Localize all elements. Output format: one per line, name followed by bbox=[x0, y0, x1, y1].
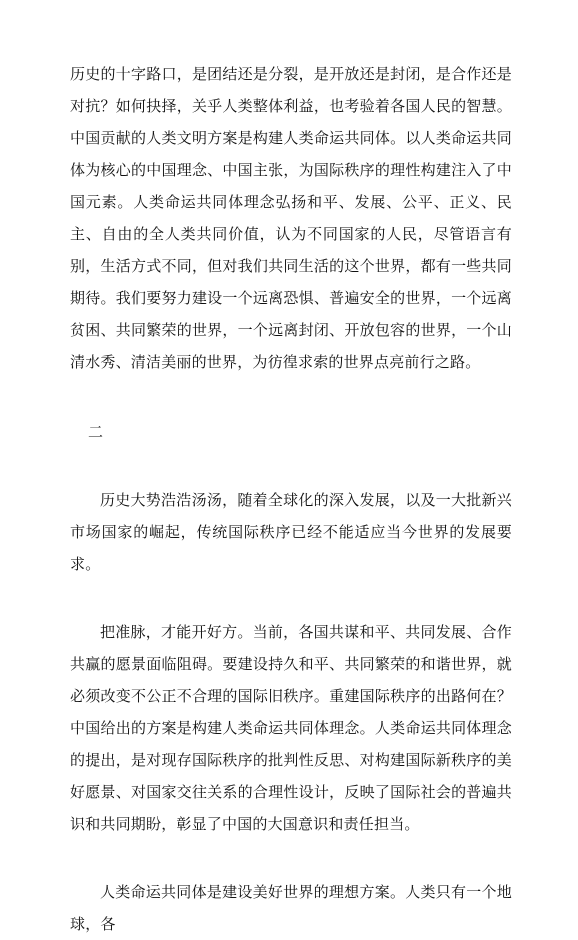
paragraph-historical-trend: 历史大势浩浩汤汤，随着全球化的深入发展，以及一大批新兴市场国家的崛起，传统国际秩序已经不能适应当今世界的发展要求。 bbox=[70, 491, 512, 573]
section-heading: 二 bbox=[88, 423, 104, 441]
paragraph-ideal-plan: 人类命运共同体是建设美好世界的理想方案。人类只有一个地球，各 bbox=[70, 883, 512, 933]
paragraph-continuation: 历史的十字路口，是团结还是分裂，是开放还是封闭，是合作还是对抗？如何抉择，关乎人类整体利益，也考验着各国人民的智慧。中国贡献的人类文明方案是构建人类命运共同体。以人类命运共同体为核心的中国理念、中国主张，为国际秩序的理性构建注入了中国元素。人类命运共同体理念弘扬和平、发展、公平、正义、民主、自由的全人类共同价值，认为不同国家的人民，尽管语言有别，生活方式不同，但对我们共同生活的这个世界，都有一些共同期待。我们要努力建设一个远离恐惧、普遍安全的世界，一个远离贫困、共同繁荣的世界，一个远离封闭、开放包容的世界，一个山清水秀、清洁美丽的世界，为彷徨求索的世界点亮前行之路。 bbox=[70, 65, 512, 371]
paragraph-diagnosis: 把准脉，才能开好方。当前，各国共谋和平、共同发展、合作共赢的愿景面临阻碍。要建设持久和平、共同繁荣的和谐世界，就必须改变不公正不合理的国际旧秩序。重建国际秩序的出路何在？中国给出的方案是构建人类命运共同体理念。人类命运共同体理念的提出，是对现存国际秩序的批判性反思、对构建国际新秩序的美好愿景、对国家交往关系的合理性设计，反映了国际社会的普遍共识和共同期盼，彰显了中国的大国意识和责任担当。 bbox=[70, 623, 512, 833]
